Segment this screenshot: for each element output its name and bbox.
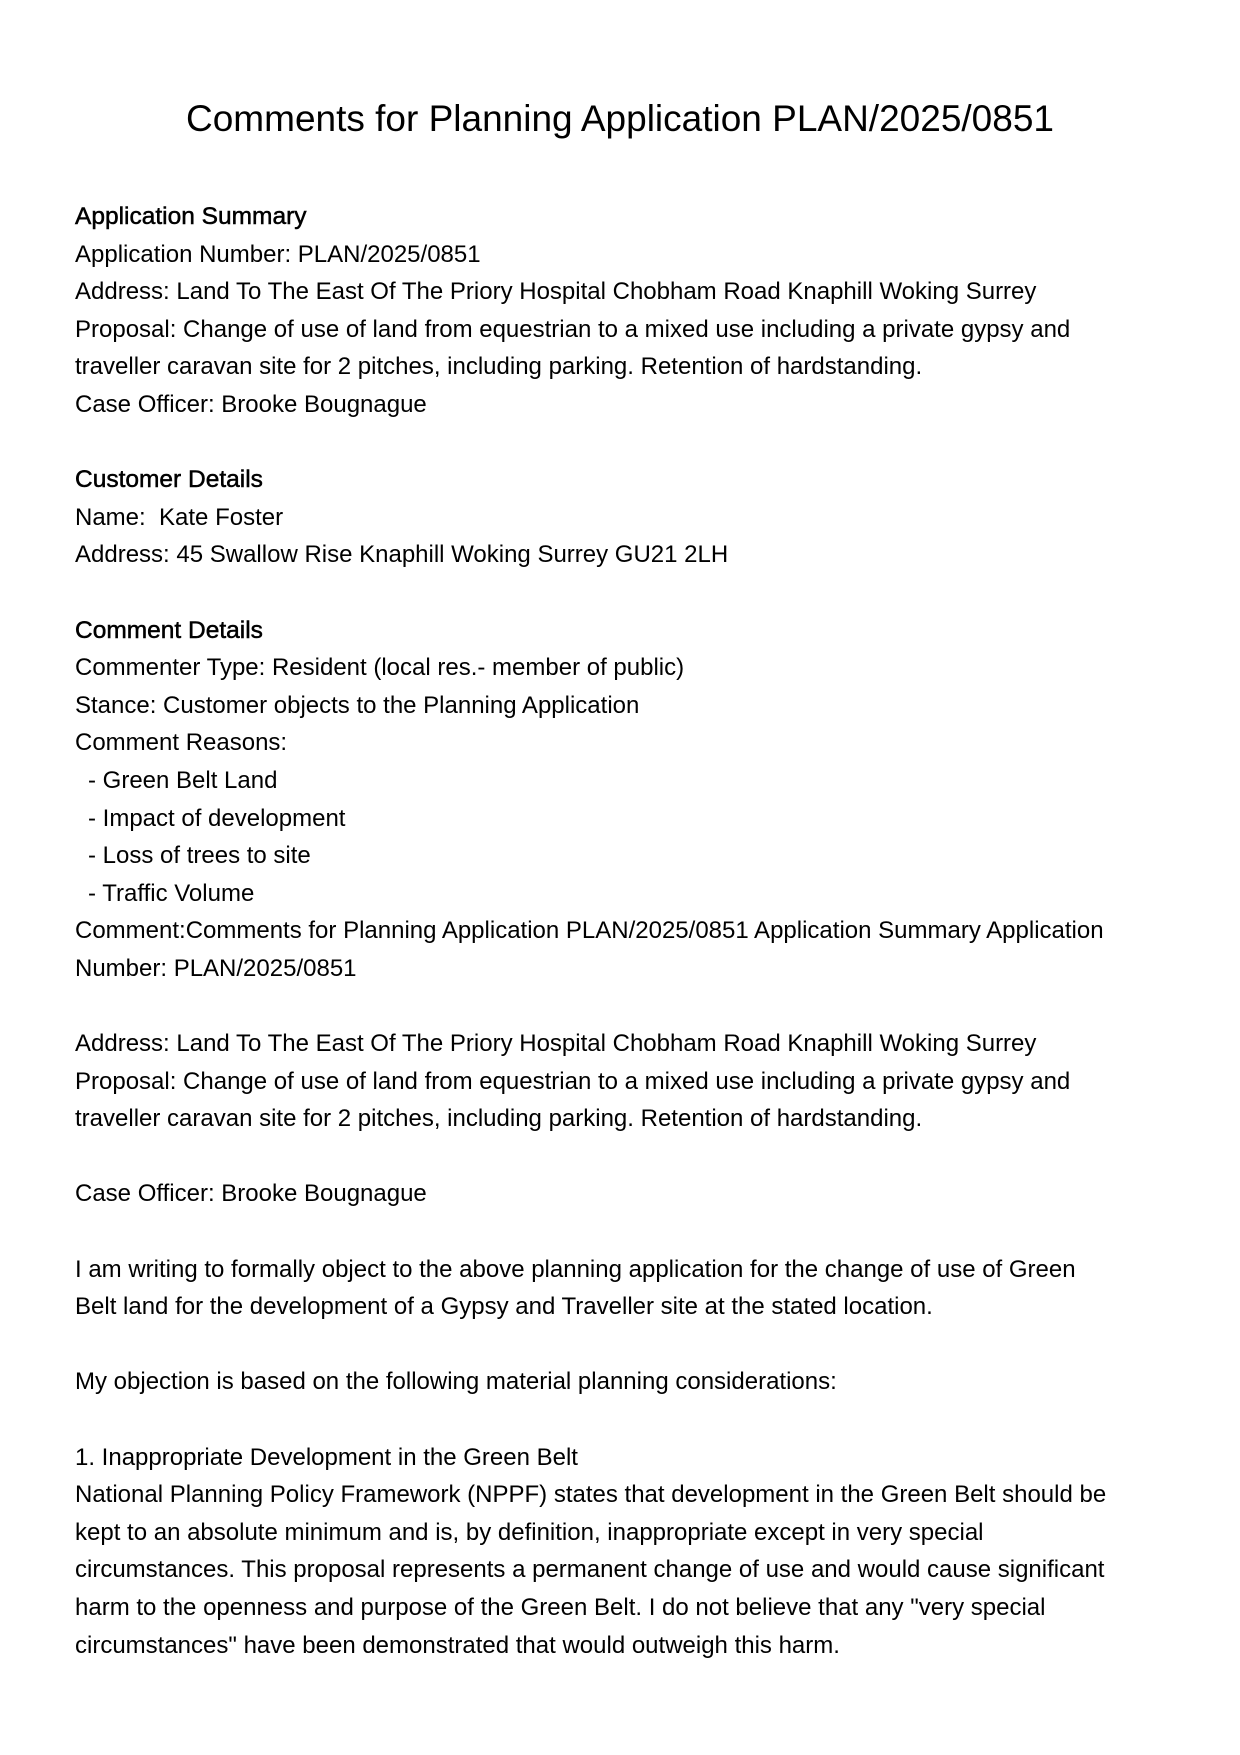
spacer <box>75 424 1185 462</box>
point1-heading: 1. Inappropriate Development in the Green Belt <box>75 1443 578 1471</box>
comment-proposal-line: traveller caravan site for 2 pitches, including parking. Retention of hardstanding. <box>75 1105 923 1133</box>
comment-details-section <box>75 612 1185 1665</box>
application-number: Application Number: PLAN/2025/0851 <box>75 240 481 268</box>
point1-text-line: circumstances. This proposal represents a permanent change of use and would cause significant <box>75 1556 1105 1584</box>
customer-details-section <box>75 461 1185 574</box>
document-body <box>75 198 1185 1664</box>
comment-reason-item: - Impact of development <box>88 804 346 832</box>
comment-text-line: Comment:Comments for Planning Application PLAN/2025/0851 Application Summary Application <box>75 917 1104 945</box>
application-proposal-line: Proposal: Change of use of land from equestrian to a mixed use including a private gypsy and <box>75 315 1071 343</box>
spacer <box>75 1326 1185 1364</box>
objection-text-line: I am writing to formally object to the above planning application for the change of use of Green <box>75 1255 1076 1283</box>
customer-details-heading: Customer Details <box>75 466 263 494</box>
application-summary-heading: Application Summary <box>75 203 307 230</box>
comment-reasons-label: Comment Reasons: <box>75 729 288 757</box>
spacer <box>75 1138 1185 1176</box>
comment-reason-item: - Loss of trees to site <box>88 842 311 870</box>
comment-reason-item: - Green Belt Land <box>88 766 278 794</box>
comment-proposal-line: Proposal: Change of use of land from equestrian to a mixed use including a private gypsy and <box>75 1067 1071 1095</box>
customer-name: Name: Kate Foster <box>75 503 284 531</box>
point1-text-line: circumstances" have been demonstrated that would outweigh this harm. <box>75 1631 840 1659</box>
spacer <box>75 1213 1185 1251</box>
point1-text-line: harm to the openness and purpose of the Green Belt. I do not believe that any "very special <box>75 1593 1046 1621</box>
customer-address: Address: 45 Swallow Rise Knaphill Woking Surrey GU21 2LH <box>75 541 729 569</box>
page-title: Comments for Planning Application PLAN/2025/0851 <box>186 98 1054 139</box>
application-proposal-line: traveller caravan site for 2 pitches, including parking. Retention of hardstanding. <box>75 353 923 381</box>
comment-reason-item: - Traffic Volume <box>88 879 255 907</box>
spacer <box>75 574 1185 612</box>
comment-stance: Stance: Customer objects to the Planning Application <box>75 691 640 719</box>
spacer <box>75 1401 1185 1439</box>
application-summary-section <box>75 198 1185 424</box>
objection-text-line: Belt land for the development of a Gypsy and Traveller site at the stated location. <box>75 1293 933 1321</box>
comment-text-line: Number: PLAN/2025/0851 <box>75 954 357 982</box>
comment-case-officer: Case Officer: Brooke Bougnague <box>75 1180 427 1208</box>
point1-text-line: kept to an absolute minimum and is, by definition, inappropriate except in very special <box>75 1518 984 1546</box>
application-case-officer: Case Officer: Brooke Bougnague <box>75 390 427 418</box>
application-address: Address: Land To The East Of The Priory Hospital Chobham Road Knaphill Woking Surrey <box>75 278 1037 306</box>
point1-text-line: National Planning Policy Framework (NPPF) states that development in the Green Belt should be <box>75 1481 1107 1509</box>
comment-details-heading: Comment Details <box>75 616 263 644</box>
commenter-type: Commenter Type: Resident (local res.- member of public) <box>75 654 685 682</box>
comment-address: Address: Land To The East Of The Priory Hospital Chobham Road Knaphill Woking Surrey <box>75 1030 1037 1058</box>
spacer <box>75 987 1185 1025</box>
considerations-intro: My objection is based on the following material planning considerations: <box>75 1368 837 1396</box>
